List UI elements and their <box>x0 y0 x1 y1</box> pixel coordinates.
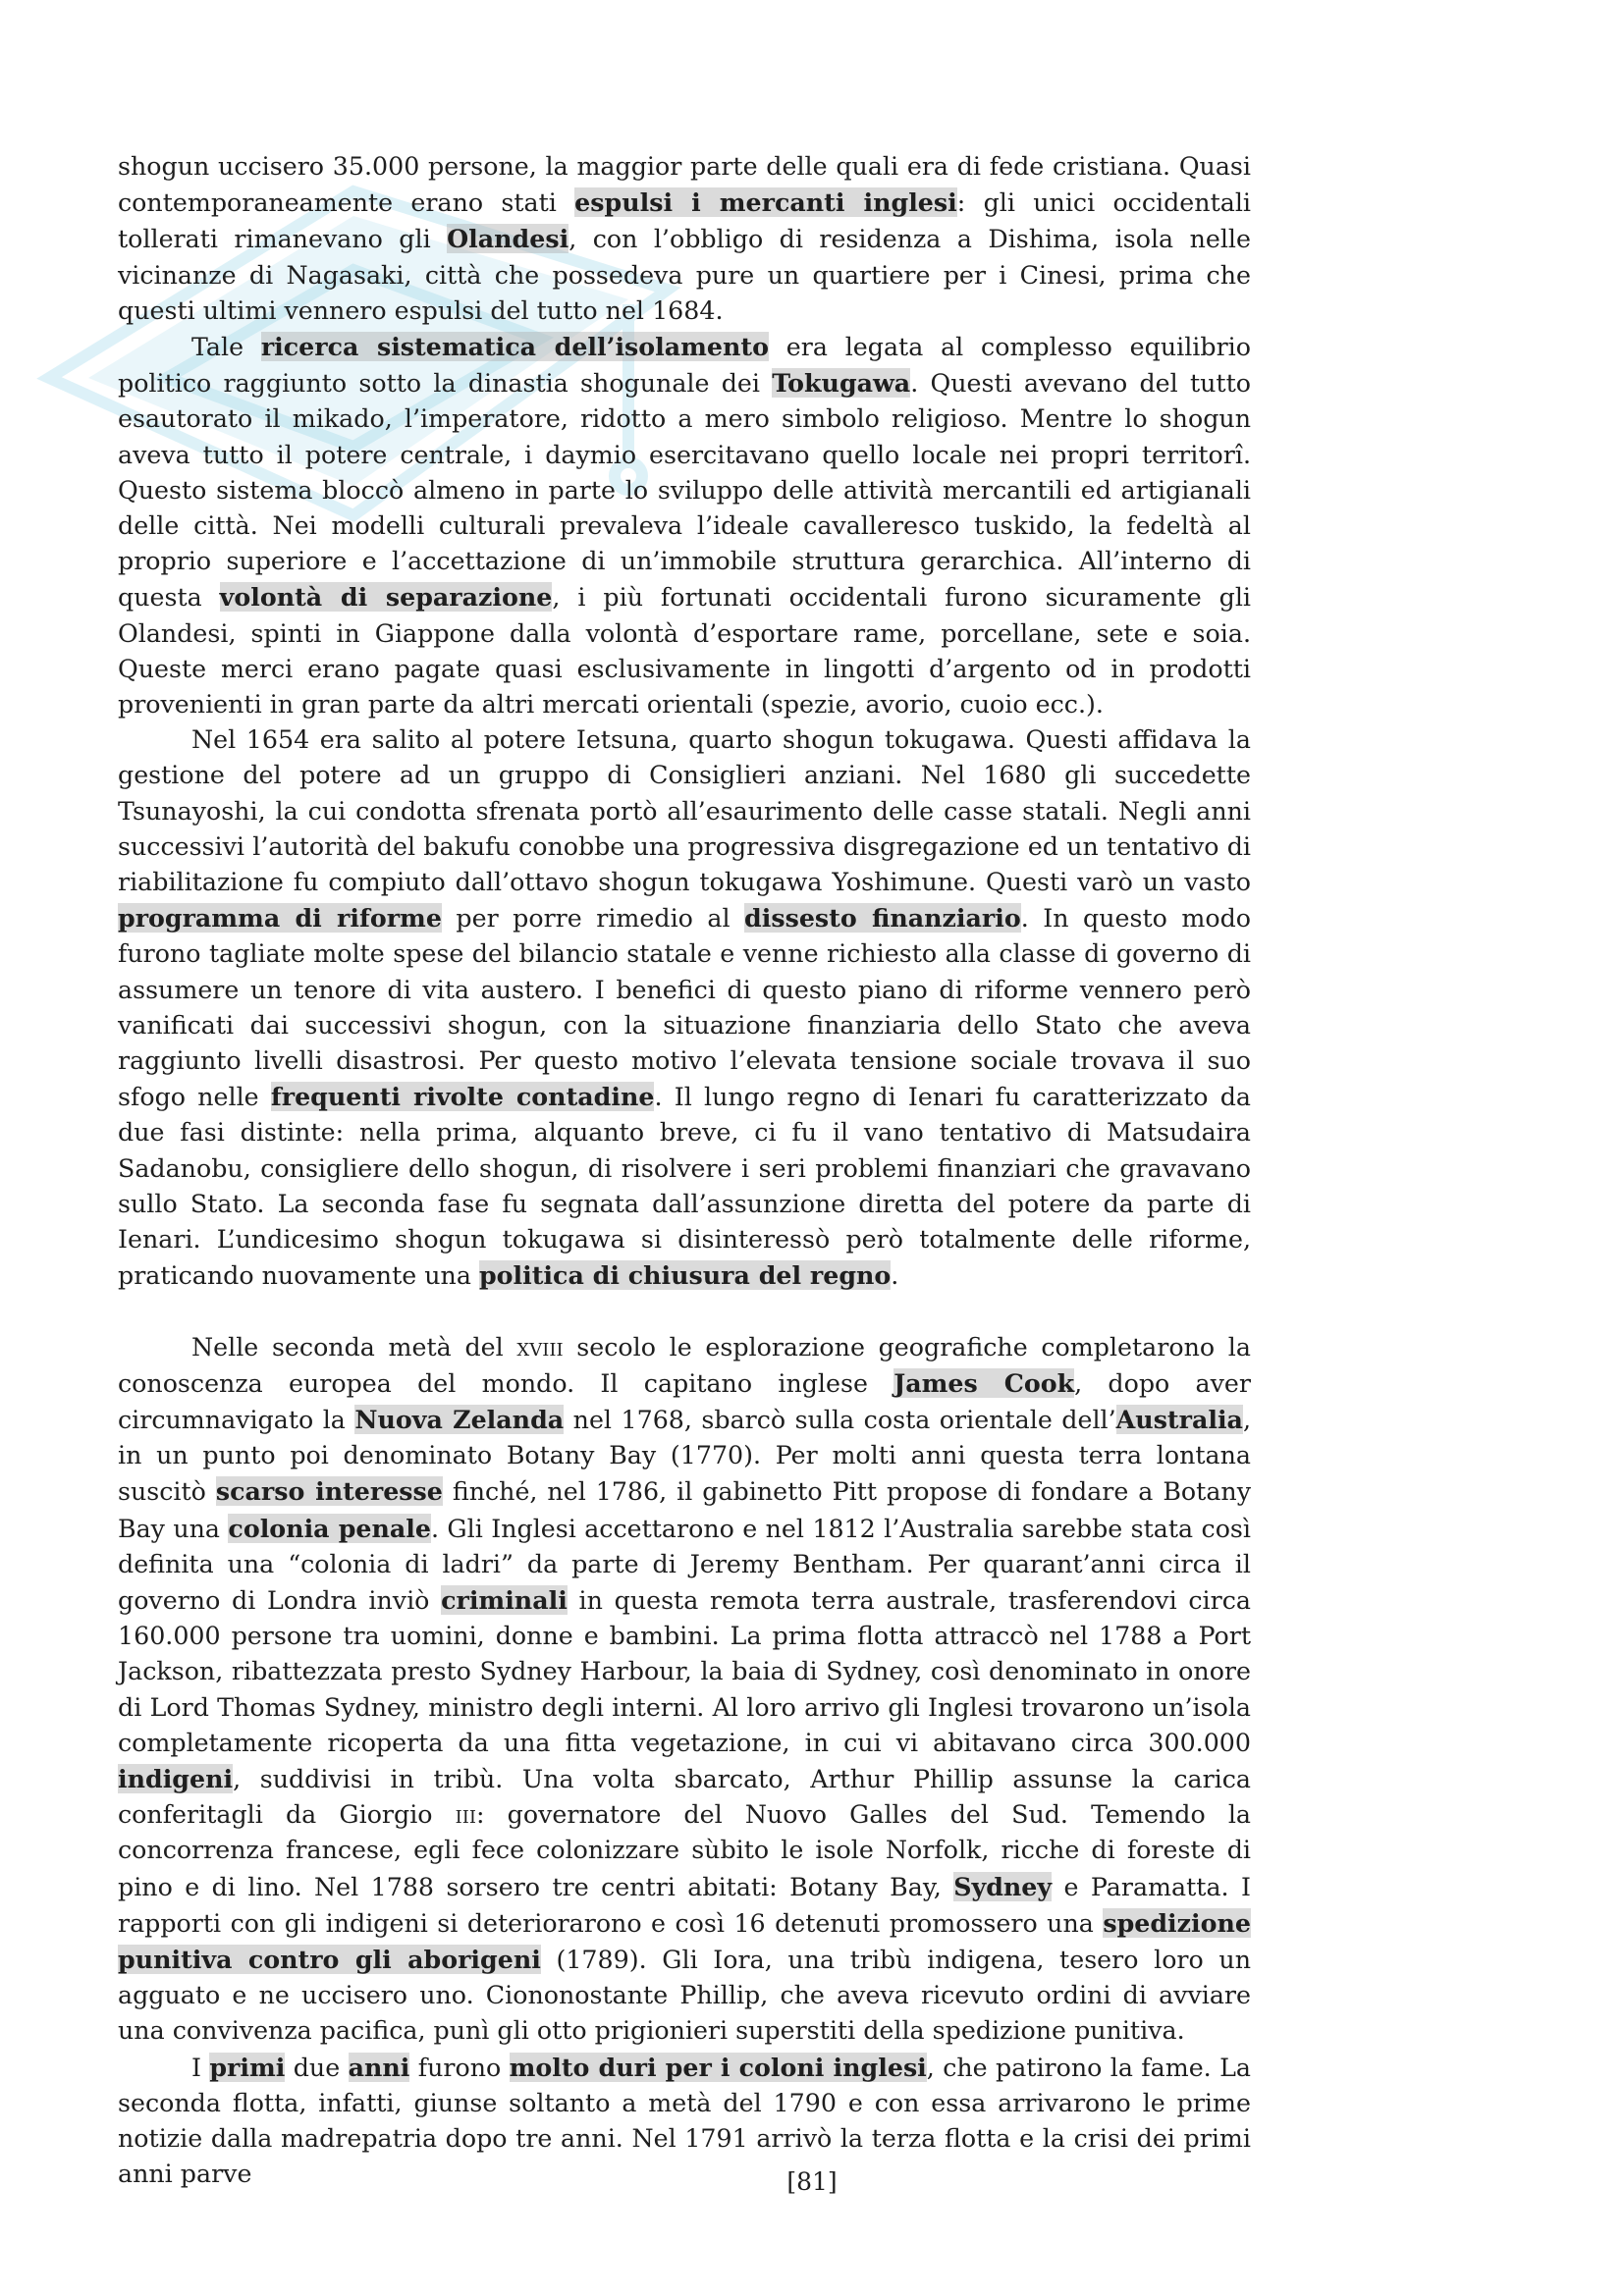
text-run: tokugawa si disinteressò però totalmente delle riforme, praticando nuovamente una <box>118 1225 1251 1291</box>
text-run: , suddivisi in tribù. Una volta sbarcato, Arthur Phillip assunse la carica conferitagli da Giorgio <box>118 1764 1251 1830</box>
text-run: , l’imperatore, ridotto a mero simbolo religioso. Mentre lo <box>384 404 1160 434</box>
highlighted-term: Australia <box>1115 1404 1243 1434</box>
text-run: , con l’obbligo di residenza a Dishima, isola nelle vicinanze di Nagasaki, città che possedeva pure un quartiere per i Cinesi, prima che questi ultimi vennero espulsi del tutto nel 1684. <box>118 225 1251 325</box>
paragraph-2 <box>118 329 1251 722</box>
text-run: . Questi avevano del tutto esautorato il <box>118 369 1251 434</box>
highlighted-term: politica di chiusura del regno <box>478 1260 892 1291</box>
text-run: , di risolvere i seri problemi finanziari che gravavano sullo Stato. La seconda fase fu segnata dall’assunzione diretta del potere da parte di Ienari. L’undicesimo <box>118 1153 1251 1255</box>
text-run: : gli unici occidentali tollerati rimanevano gli <box>118 188 1251 254</box>
paragraph-1 <box>118 149 1251 329</box>
text-run: era legata al complesso equilibrio politico raggiunto sotto la dinastia shogunale dei <box>118 333 1252 399</box>
text-run: Nel 1654 era salito al potere Ietsuna, quarto <box>191 725 783 755</box>
text-run: tokugawa. Questi affidava la gestione del potere ad un gruppo di Consiglieri anziani. Nel 1680 gli succedette Tsunayoshi, la cui condotta sfrenata portò all’esaurimento delle casse statali. Negli anni successivi l’autorità del <box>118 725 1251 861</box>
section-gap <box>118 1295 1251 1330</box>
text-run: . Il lungo regno di Ienari fu caratterizzato da due fasi distinte: nella prima, alquanto breve, ci fu il vano tentativo di Matsudaira Sadanobu, consigliere dello <box>118 1083 1251 1183</box>
text-run: . In questo modo furono tagliate molte spese del bilancio statale e venne richiesto alla classe di governo di assumere un tenore di vita austero. I benefici di questo piano di riforme vennero però vanificati dai successivi <box>118 904 1252 1040</box>
text-run: esercitavano quello locale nei propri territorî. Questo sistema bloccò almeno in parte lo sviluppo delle attività mercantili ed artigianali delle città. Nei modelli culturali prevaleva l’ideale cavalleresco <box>118 440 1251 541</box>
text-run: in questa remota terra australe, trasferendovi circa 160.000 persone tra uomini, donne e bambini. La prima flotta attraccò nel 1788 a Port Jackson, ribattezzata presto Sydney Harbour, la baia di Sydney, così denominato in onore di Lord Thomas Sydney, ministro degli interni. Al loro arrivo gli Inglesi trovarono un’isola completamente ricoperta da una fitta vegetazione, in cui vi abitavano circa 300.000 <box>118 1585 1251 1757</box>
text-run: (1789). Gli Iora, una tribù indigena, tesero loro un agguato e ne uccisero uno. Ciononostante Phillip, che aveva ricevuto ordini di avviare una convivenza pacifica, punì gli otto prigionieri superstiti della spedizione punitiva. <box>118 1945 1251 2046</box>
text-run: : governatore del Nuovo Galles del Sud. Temendo la concorrenza francese, egli fece colonizzare sùbito le isole Norfolk, ricche di foreste di pino e di lino. Nel 1788 sorsero tre centri abitati: Botany Bay, <box>118 1800 1251 1901</box>
highlighted-term: James Cook <box>893 1367 1075 1398</box>
highlighted-term: molto duri per i coloni inglesi <box>509 2052 927 2082</box>
italic-term: shogun <box>395 1225 487 1255</box>
italic-term: shogun <box>447 1010 540 1040</box>
italic-term: shogun <box>479 1153 571 1183</box>
text-run: , la fedeltà al proprio superiore e l’accettazione di un’immobile struttura gerarchica. All’interno di questa <box>118 511 1251 613</box>
highlighted-term: Olandesi <box>447 224 569 254</box>
highlighted-term: programma di riforme <box>118 903 442 934</box>
text-run: iii <box>455 1800 477 1830</box>
italic-term: daymio <box>545 440 637 469</box>
text-run: Tale <box>191 333 261 362</box>
page-number: [81] <box>786 2167 838 2196</box>
highlighted-term: colonia penale <box>228 1513 431 1543</box>
highlighted-term: scarso interesse <box>215 1476 443 1507</box>
highlighted-term: indigeni <box>118 1763 234 1793</box>
text-run: secolo le esplorazione geografiche completarono la conoscenza europea del mondo. Il capitano inglese <box>118 1332 1251 1398</box>
text-run: . Gli Inglesi accettarono e nel 1812 l’Australia sarebbe stata così definita una “colonia di ladri” da parte di Jeremy Bentham. Per quarant’anni circa il governo di Londra inviò <box>118 1514 1251 1615</box>
text-run: aveva tutto il potere centrale, i <box>118 440 546 469</box>
text-run: , dopo aver circumnavigato la <box>118 1368 1251 1434</box>
text-run: furono <box>409 2053 510 2082</box>
highlighted-term: spedizione punitiva contro gli aborigeni <box>118 1907 1251 1974</box>
highlighted-term: ricerca sistematica dell’isolamento <box>260 332 769 362</box>
text-run: finché, nel 1786, il gabinetto Pitt propose di fondare a Botany Bay una <box>118 1477 1251 1543</box>
highlighted-term: anni <box>348 2052 410 2082</box>
highlighted-term: dissesto finanziario <box>744 903 1021 934</box>
text-run: Nelle seconda metà del <box>191 1332 517 1362</box>
italic-term: shogun <box>782 725 875 755</box>
highlighted-term: primi <box>209 2052 286 2082</box>
text-run: , con la situazione finanziaria dello Stato che aveva raggiunto livelli disastrosi. Per questo motivo l’elevata tensione sociale trovava il suo sfogo nelle <box>118 1010 1251 1112</box>
text-run: uccisero 35.000 persone, la maggior parte delle quali era di fede cristiana. Quasi contemporaneamente erano stati <box>118 152 1251 218</box>
italic-term: bakufu <box>423 831 511 861</box>
text-run: , che patirono la fame. La seconda flotta, infatti, giunse soltanto a metà del 1790 e con essa arrivarono le prime notizie dalla madrepatria dopo tre anni. Nel 1791 arrivò la terza flotta e la crisi dei primi anni parve <box>118 2053 1251 2189</box>
italic-term: shogun <box>118 152 210 181</box>
text-run: , i più fortunati occidentali furono sicuramente gli Olandesi, spinti in Giappone dalla volontà d’esportare rame, porcellane, sete e soia. Queste merci erano pagate quasi esclusivamente in lingotti d’argento od in prodotti provenienti in gran parte da altri mercati orientali (spezie, avorio, cuoio ecc.). <box>118 583 1252 720</box>
text-run: per porre rimedio al <box>441 904 745 934</box>
text-run: . <box>891 1261 899 1291</box>
highlighted-term: Nuova Zelanda <box>354 1404 565 1434</box>
text-run: I <box>191 2053 210 2082</box>
highlighted-term: espulsi i mercanti inglesi <box>574 187 957 218</box>
document-body <box>118 149 1251 2192</box>
italic-term: shogun <box>1159 404 1251 434</box>
text-run: nel 1768, sbarcò sulla costa orientale dell’ <box>564 1405 1116 1434</box>
text-run: due <box>285 2053 349 2082</box>
text-run: , in un punto poi denominato Botany Bay (1770). Per molti anni questa terra lontana suscitò <box>118 1405 1251 1507</box>
highlighted-term: Sydney <box>953 1871 1053 1901</box>
highlighted-term: frequenti rivolte contadine <box>270 1082 655 1112</box>
highlighted-term: volontà di separazione <box>219 582 553 613</box>
paragraph-3 <box>118 722 1251 1294</box>
text-run: e Paramatta. I rapporti con gli indigeni si deteriorarono e così 16 detenuti promossero una <box>118 1872 1251 1938</box>
italic-term: mikado <box>292 404 385 434</box>
italic-term: tuskido <box>974 511 1067 541</box>
paragraph-4 <box>118 1330 1251 2050</box>
highlighted-term: criminali <box>441 1584 568 1615</box>
highlighted-term: Tokugawa <box>772 368 911 399</box>
text-run: xviii <box>516 1332 564 1362</box>
text-run: conobbe una progressiva disgregazione ed un tentativo di riabilitazione fu compiuto dall’ottavo shogun tokugawa Yoshimune. Questi varò un vasto <box>118 831 1251 897</box>
